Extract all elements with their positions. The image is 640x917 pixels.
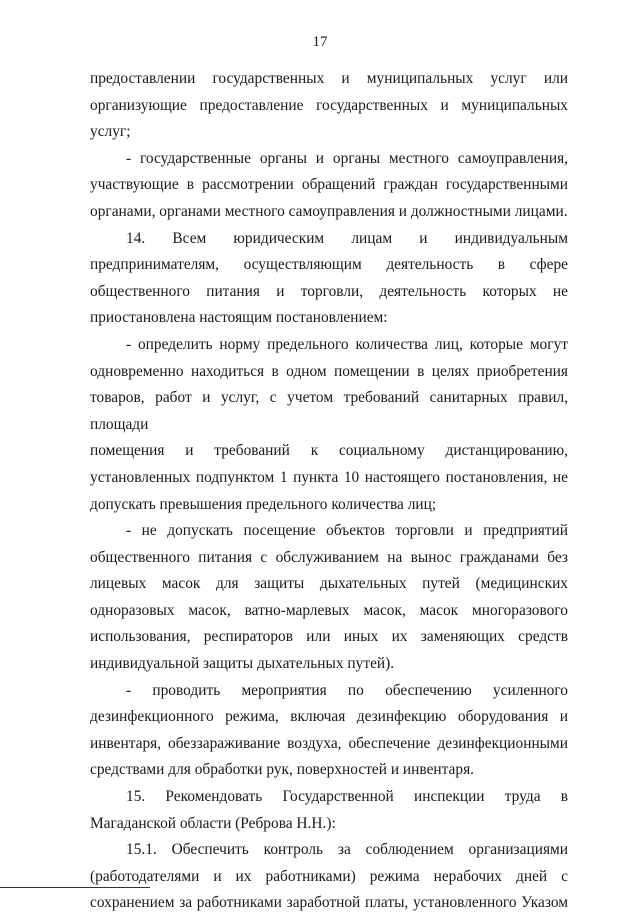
text-line: - определить норму предельного количества лиц, которые могут — [126, 335, 568, 353]
text-line: 14. Всем юридическим лицам и индивидуальным — [126, 229, 568, 247]
text-line: предпринимателям, осуществляющим деятельность в сфере — [90, 256, 568, 274]
text-line: сохранением за работниками заработной платы, установленного Указом — [90, 894, 568, 912]
text-line: общественного питания с обслуживанием на вынос гражданами без — [90, 548, 568, 566]
footnote-divider — [0, 887, 150, 888]
text-line: предоставлении государственных и муниципальных услуг или — [90, 70, 568, 87]
text-line: товаров, работ и услуг, с учетом требований санитарных правил, площади — [90, 389, 568, 433]
text-line: одноразовых масок, ватно-марлевых масок, масок многоразового — [90, 601, 568, 619]
text-line: лицевых масок для защиты дыхательных путей (медицинских — [90, 575, 568, 593]
text-line: дезинфекционного режима, включая дезинфекцию оборудования и — [90, 708, 568, 726]
text-line: - не допускать посещение объектов торговли и предприятий — [126, 522, 568, 540]
text-line: органами, органами местного самоуправления и должностными лицами. — [90, 202, 568, 220]
text-line: инвентаря, обеззараживание воздуха, обеспечение дезинфекционными — [90, 734, 568, 752]
text-line: участвующие в рассмотрении обращений граждан государственными — [90, 176, 568, 194]
text-line: приостановлена настоящим постановлением: — [90, 309, 388, 327]
text-line: (работодателями и их работниками) режима нерабочих дней с — [90, 867, 568, 885]
text-line: одновременно находиться в одном помещении в целях приобретения — [90, 362, 568, 380]
text-line: индивидуальной защиты дыхательных путей). — [90, 655, 395, 673]
text-line: использования, респираторов или иных их заменяющих средств — [90, 628, 568, 646]
text-line: Магаданской области (Реброва Н.Н.): — [90, 814, 336, 832]
text-line: помещения и требований к социальному дистанцированию, — [90, 442, 568, 460]
text-line: установленных подпунктом 1 пункта 10 настоящего постановления, не — [90, 468, 568, 486]
text-line: общественного питания и торговли, деятельность которых не — [90, 282, 568, 300]
text-line: средствами для обработки рук, поверхностей и инвентаря. — [90, 761, 475, 779]
text-line: 15.1. Обеспечить контроль за соблюдением организациями — [126, 841, 568, 859]
text-line: 15. Рекомендовать Государственной инспекции труда в — [126, 788, 568, 806]
text-line: - проводить мероприятия по обеспечению усиленного — [126, 681, 568, 699]
text-line: организующие предоставление государственных и муниципальных услуг; — [90, 96, 568, 141]
document-body — [90, 66, 568, 917]
text-line: - государственные органы и органы местного самоуправления, — [126, 149, 568, 167]
text-line: допускать превышения предельного количества лиц; — [90, 495, 437, 513]
page-number: 17 — [312, 34, 328, 50]
